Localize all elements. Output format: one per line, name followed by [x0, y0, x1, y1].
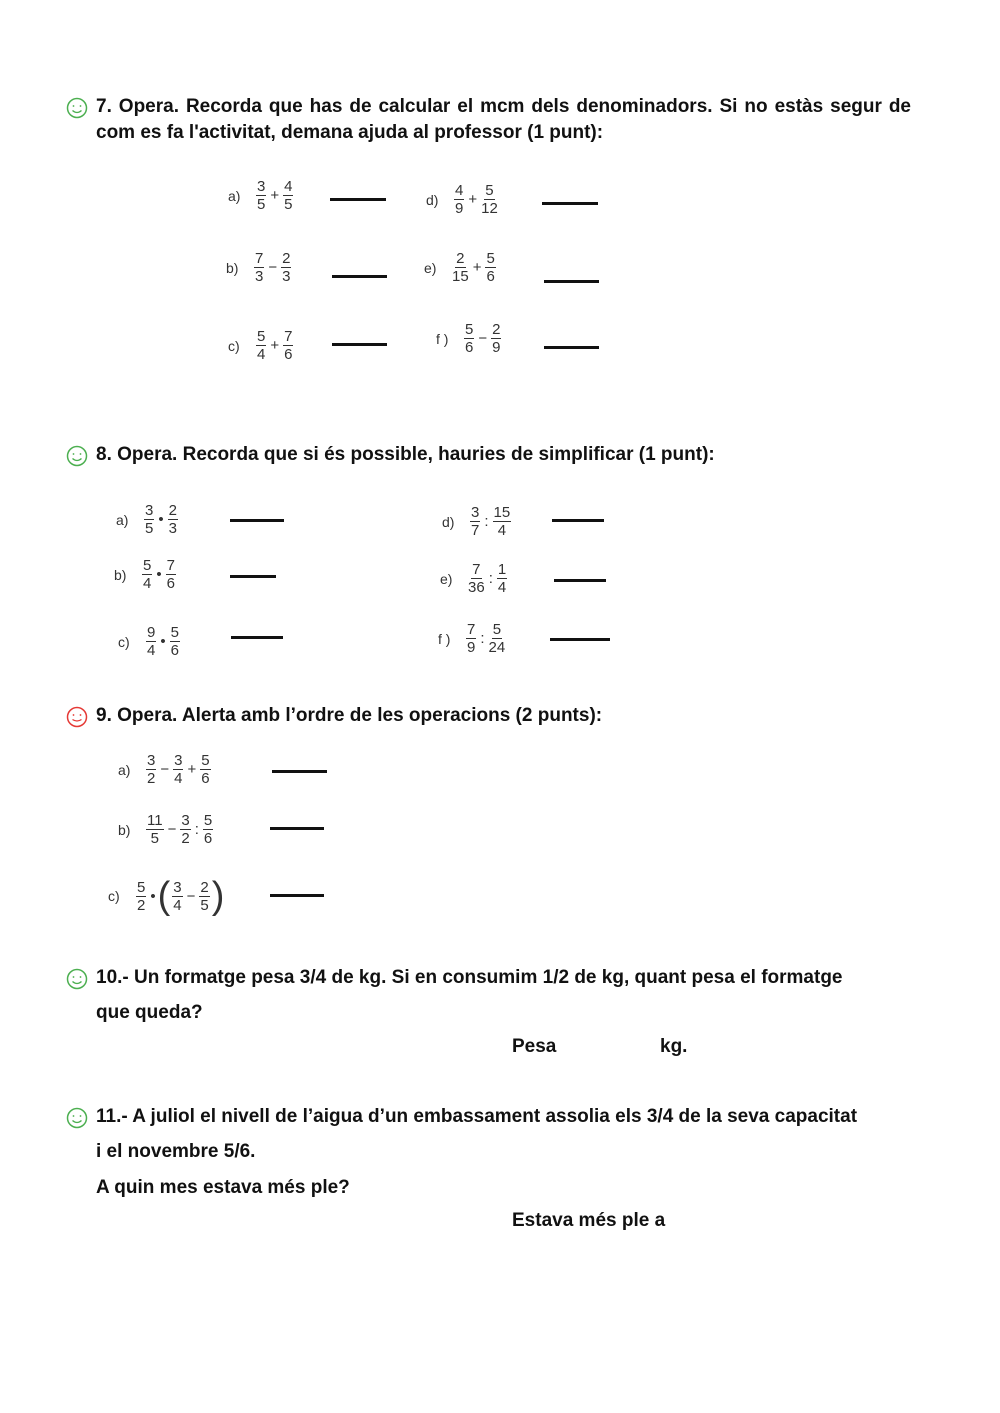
q9-answer-line-b[interactable]: [270, 827, 324, 830]
q10-answer-suffix: kg.: [660, 1036, 688, 1057]
fraction: $\frac{4}{9}$: [455, 182, 464, 217]
q8-answer-line-d[interactable]: [552, 519, 604, 522]
fraction: $\frac{7}{6}$: [284, 328, 293, 363]
question-10-text-line2: que queda?: [96, 1002, 203, 1023]
fraction: $\frac{5}{4}$: [143, 557, 152, 592]
fraction: $\frac{5}{6}$: [170, 624, 179, 659]
smile-icon: [66, 1107, 88, 1129]
fraction: $\frac{5}{6}$: [486, 250, 495, 285]
smile-icon: [66, 968, 88, 990]
question-9-text: 9. Opera. Alerta amb l’ordre de les operacions (2 punts):: [96, 705, 603, 726]
q7-item-e: e) $\frac{2}{15}$ + $\frac{5}{6}$: [424, 250, 495, 285]
fraction: $\frac{1}{4}$: [497, 561, 507, 596]
question-8: [66, 442, 911, 468]
question-11-line3: [66, 1175, 911, 1201]
question-10-text-line1: 10.- Un formatge pesa 3/4 de kg. Si en consumim 1/2 de kg, quant pesa el formatge: [96, 967, 843, 988]
q7-item-d: d) $\frac{4}{9}$ + $\frac{5}{12}$: [426, 182, 498, 217]
q7-answer-line-e[interactable]: [544, 280, 599, 283]
fraction: $\frac{5}{4}$: [257, 328, 266, 363]
sad-icon: [66, 706, 88, 728]
smile-icon: [66, 445, 88, 467]
fraction: $\frac{2}{3}$: [168, 502, 177, 537]
question-9: [66, 703, 911, 729]
fraction: $\frac{7}{3}$: [255, 250, 264, 285]
fraction: $\frac{5}{6}$: [465, 321, 474, 356]
q8-answer-line-e[interactable]: [554, 579, 606, 582]
q8-item-e: e) $\frac{7}{36}$ : $\frac{1}{4}$: [440, 561, 507, 596]
question-11-text-line3: A quin mes estava més ple?: [96, 1177, 350, 1198]
q7-item-a: a) $\frac{3}{5}$ + $\frac{4}{5}$: [228, 178, 293, 213]
fraction: $\frac{11}{5}$: [147, 812, 163, 847]
question-7-text: 7. Opera. Recorda que has de calcular el mcm dels denominadors. Si no estàs segur de com es fa l'activitat, demana ajuda al professor (1 punt):: [96, 96, 911, 143]
fraction: $\frac{3}{2}$: [147, 752, 156, 787]
question-11-text-line1: 11.- A juliol el nivell de l’aigua d’un embassament assolia els 3/4 de la seva capacitat: [96, 1106, 858, 1127]
fraction: $\frac{5}{2}$: [137, 878, 146, 914]
fraction: $\frac{5}{6}$: [203, 812, 213, 847]
q8-answer-line-f[interactable]: [550, 638, 610, 641]
q8-item-b: b) $\frac{5}{4}$ • $\frac{7}{6}$: [114, 557, 175, 592]
fraction: $\frac{3}{4}$: [173, 878, 182, 914]
fraction: $\frac{5}{6}$: [201, 752, 210, 787]
q7-item-f: f ) $\frac{5}{6}$ − $\frac{2}{9}$: [436, 321, 501, 356]
fraction: $\frac{15}{4}$: [493, 504, 511, 539]
fraction: $\frac{2}{3}$: [282, 250, 291, 285]
fraction: $\frac{5}{12}$: [481, 182, 498, 217]
fraction: $\frac{7}{36}$: [468, 561, 485, 596]
q9-answer-line-c[interactable]: [270, 894, 324, 897]
q8-answer-line-c[interactable]: [231, 636, 283, 639]
fraction: $\frac{9}{4}$: [147, 624, 156, 659]
fraction: $\frac{3}{5}$: [257, 178, 266, 213]
fraction: $\frac{3}{7}$: [471, 504, 480, 539]
q8-item-c: c) $\frac{9}{4}$ • $\frac{5}{6}$: [118, 624, 179, 659]
q8-item-d: d) $\frac{3}{7}$ : $\frac{15}{4}$: [442, 504, 511, 539]
q8-item-a: a) $\frac{3}{5}$ • $\frac{2}{3}$: [116, 502, 177, 537]
question-11: [66, 1104, 911, 1130]
q9-item-b: b) $\frac{11}{5}$ − $\frac{3}{2}$ : $\frac{5}{6}$: [118, 812, 213, 847]
q7-answer-line-c[interactable]: [332, 343, 387, 346]
question-11-line2: [66, 1139, 911, 1165]
question-11-text-line2: i el novembre 5/6.: [96, 1141, 256, 1162]
fraction: $\frac{7}{9}$: [467, 621, 476, 656]
fraction: $\frac{3}{2}$: [181, 812, 190, 847]
question-10-continued: [66, 1000, 911, 1026]
q7-answer-line-a[interactable]: [330, 198, 386, 201]
q7-answer-line-b[interactable]: [332, 275, 387, 278]
fraction: $\frac{5}{24}$: [488, 621, 506, 656]
q8-answer-line-a[interactable]: [230, 519, 284, 522]
q7-item-c: c) $\frac{5}{4}$ + $\frac{7}{6}$: [228, 328, 293, 363]
q7-answer-line-f[interactable]: [544, 346, 599, 349]
q9-item-a: a) $\frac{3}{2}$ − $\frac{3}{4}$ + $\frac{5}{6}$: [118, 752, 210, 787]
q8-answer-line-b[interactable]: [230, 575, 276, 578]
q9-item-c: c) $\frac{5}{2}$ • ( $\frac{3}{4}$ − $\frac{2}{5}$ ): [108, 875, 225, 917]
fraction: $\frac{2}{5}$: [200, 878, 209, 914]
q7-answer-line-d[interactable]: [542, 202, 598, 205]
smile-icon: [66, 97, 88, 119]
q9-answer-line-a[interactable]: [272, 770, 327, 773]
q8-item-f: f ) $\frac{7}{9}$ : $\frac{5}{24}$: [438, 621, 506, 656]
q11-answer-prefix: Estava més ple a: [512, 1210, 666, 1231]
fraction: $\frac{7}{6}$: [166, 557, 175, 592]
question-10: [66, 965, 911, 991]
q7-item-b: b) $\frac{7}{3}$ − $\frac{2}{3}$: [226, 250, 291, 285]
question-7: [66, 94, 911, 146]
fraction: $\frac{3}{5}$: [145, 502, 154, 537]
question-8-text: 8. Opera. Recorda que si és possible, hauries de simplificar (1 punt):: [96, 444, 715, 465]
fraction: $\frac{2}{9}$: [492, 321, 501, 356]
q10-answer-prefix: Pesa: [512, 1036, 557, 1057]
fraction: $\frac{4}{5}$: [284, 178, 293, 213]
fraction: $\frac{2}{15}$: [452, 250, 469, 285]
fraction: $\frac{3}{4}$: [174, 752, 183, 787]
